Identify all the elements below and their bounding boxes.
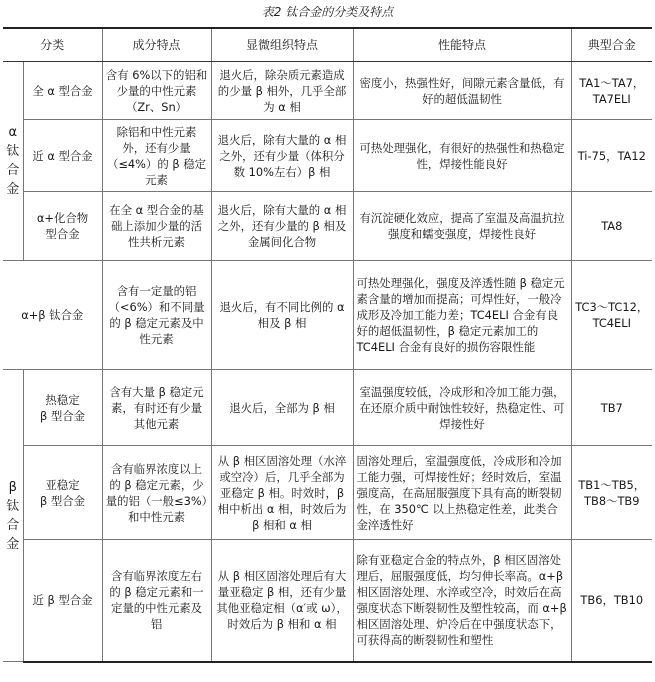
table-row — [3, 120, 652, 192]
table-row — [3, 192, 652, 261]
table-caption: 表2 钛合金的分类及特点 — [261, 5, 394, 19]
alloy-type: 亚稳定 β 型合金 — [23, 446, 102, 540]
microstructure-cell: 从 β 相区固溶处理（水淬或空冷）后，几乎全部为亚稳定 β 相。时效时，β 相中析出 α 相，时效后为 β 相和 α 相 — [211, 446, 353, 540]
group-alpha-label: α 钛 合 金 — [3, 62, 23, 261]
properties-cell: 室温强度较低，冷成形和冷加工能力强，在还原介质中耐蚀性较好，热稳定性、可焊接性好 — [353, 370, 571, 446]
alloy-type: α+β 钛合金 — [3, 261, 102, 370]
microstructure-cell: 退火后，除杂质元素造成的少量 β 相外，几乎全部为 α 相 — [211, 62, 353, 120]
table-row — [3, 446, 652, 540]
table-row — [3, 370, 652, 446]
typical-alloys-cell: Ti-75，TA12 — [571, 120, 652, 192]
header-typical-alloys: 典型合金 — [571, 28, 652, 62]
alloy-type: 近 β 型合金 — [23, 540, 102, 662]
composition-cell: 在全 α 型合金的基础上添加少量的活性共析元素 — [102, 192, 211, 261]
titanium-alloy-table — [3, 27, 652, 663]
microstructure-cell: 退火后，除有大量的 α 相之外，还有少量的 β 相及金属间化合物 — [211, 192, 353, 261]
table-row — [3, 540, 652, 662]
header-row — [3, 28, 652, 62]
group-beta-label: β 钛 合 金 — [3, 370, 23, 662]
microstructure-cell: 退火后，除有大量的 α 相之外，还有少量（体积分数 10%左右）β 相 — [211, 120, 353, 192]
properties-cell: 除有亚稳定合金的特点外，β 相区固溶处理后，屈服强度低，均匀伸长率高。α+β 相区固溶处理、水淬或空冷，时效后在高强度状态下断裂韧性及塑性较高，而 α+β 相区固溶处理、炉冷后在中强度状态下，可获得高的断裂韧性和塑性 — [353, 540, 571, 662]
header-category: 分类 — [3, 28, 102, 62]
typical-alloys-cell: TB7 — [571, 370, 652, 446]
typical-alloys-cell: TA8 — [571, 192, 652, 261]
table-row — [3, 62, 652, 120]
alloy-type: 全 α 型合金 — [23, 62, 102, 120]
typical-alloys-cell: TB1～TB5， TB8～TB9 — [571, 446, 652, 540]
header-composition: 成分特点 — [102, 28, 211, 62]
properties-cell: 可热处理强化，有很好的热强性和热稳定性，焊接性能良好 — [353, 120, 571, 192]
composition-cell: 含有临界浓度左右的 β 稳定元素和一定量的中性元素及铝 — [102, 540, 211, 662]
properties-cell: 可热处理强化，强度及淬透性随 β 稳定元素含量的增加而提高；可焊性好，一般冷成形及冷加工能力差；TC4ELI 合金有良好的超低温韧性，β 稳定元素加工的 TC4ELI 合金有良好的损伤容限性能 — [353, 261, 571, 370]
typical-alloys-cell: TB6，TB10 — [571, 540, 652, 662]
microstructure-cell: 退火后，有不同比例的 α 相及 β 相 — [211, 261, 353, 370]
composition-cell: 除铝和中性元素外，还有少量（≤4%）的 β 稳定元素 — [102, 120, 211, 192]
properties-cell: 固溶处理后，室温强度低，冷成形和冷加工能力强，可焊接性好；经时效后，室温强度高，在高屈服强度下具有高的断裂韧性，在 350℃ 以上热稳定性差，此类合金淬透性好 — [353, 446, 571, 540]
composition-cell: 含有临界浓度以上的 β 稳定元素，少量的铝（一般≤3%）和中性元素 — [102, 446, 211, 540]
typical-alloys-cell: TC3～TC12， TC4ELI — [571, 261, 652, 370]
alloy-type: 热稳定 β 型合金 — [23, 370, 102, 446]
typical-alloys-cell: TA1～TA7， TA7ELI — [571, 62, 652, 120]
header-microstructure: 显微组织特点 — [211, 28, 353, 62]
microstructure-cell: 退火后，全部为 β 相 — [211, 370, 353, 446]
properties-cell: 密度小，热强性好，间隙元素含量低，有好的超低温韧性 — [353, 62, 571, 120]
microstructure-cell: 从 β 相区固溶处理后有大量亚稳定 β 相，还有少量其他亚稳定相（α′或 ω），时效后为 β 相和 α 相 — [211, 540, 353, 662]
composition-cell: 含有 6%以下的铝和少量的中性元素（Zr、Sn） — [102, 62, 211, 120]
alloy-type: α+化合物 型合金 — [23, 192, 102, 261]
header-properties: 性能特点 — [353, 28, 571, 62]
alloy-type: 近 α 型合金 — [23, 120, 102, 192]
table-row — [3, 261, 652, 370]
composition-cell: 含有一定量的铝（<6%）和不同量的 β 稳定元素及中性元素 — [102, 261, 211, 370]
composition-cell: 含有大量 β 稳定元素，有时还有少量其他元素 — [102, 370, 211, 446]
properties-cell: 有沉淀硬化效应，提高了室温及高温抗拉强度和蠕变强度，焊接性良好 — [353, 192, 571, 261]
